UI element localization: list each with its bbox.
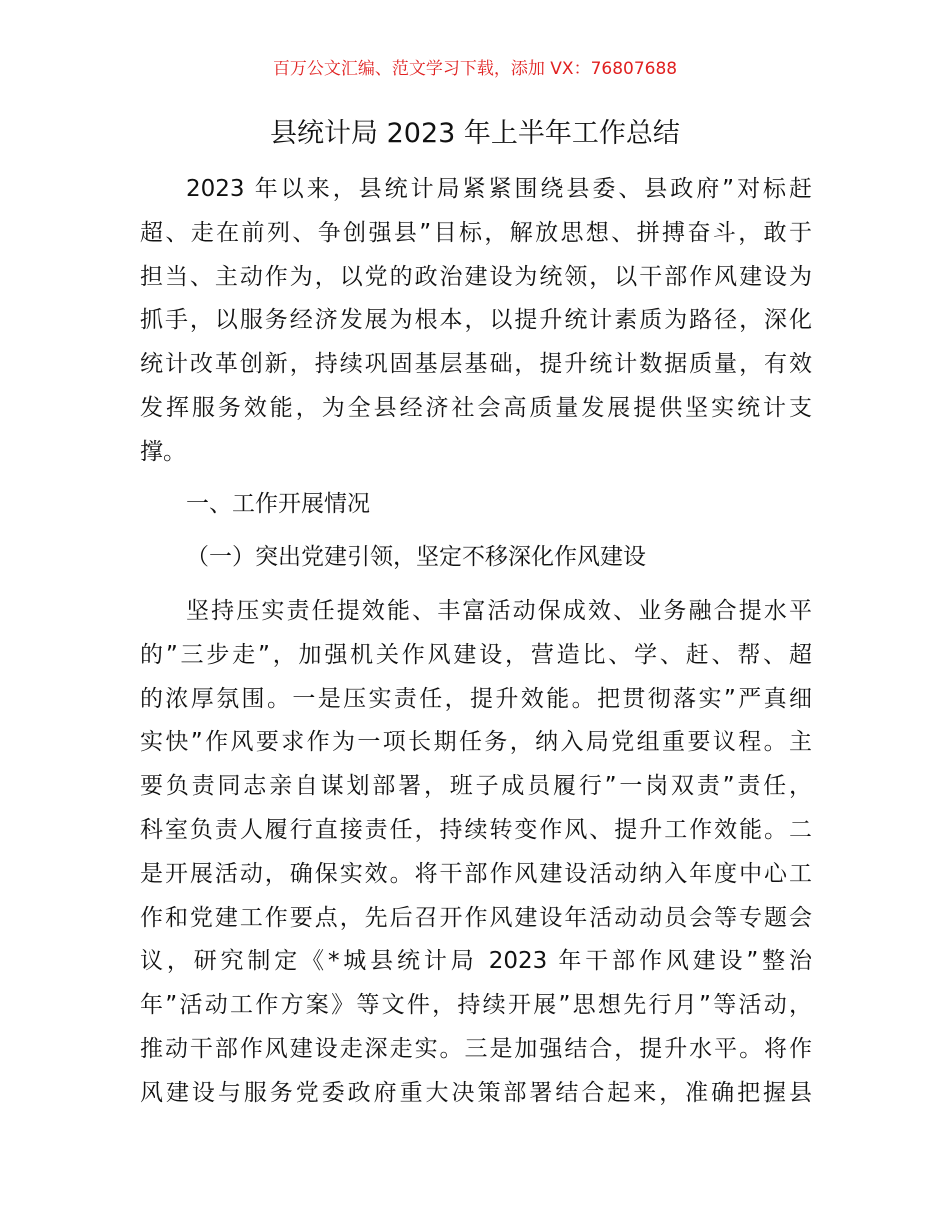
section-line: 是开展活动，确保实效。将干部作风建设活动纳入年度中心工 (140, 860, 812, 887)
section-paragraph (140, 590, 812, 1116)
section-line: 的浓厚氛围。一是压实责任，提升效能。把贯彻落实”严真细 (140, 685, 812, 712)
intro-line: 统计改革创新，持续巩固基层基础，提升统计数据质量，有效 (140, 351, 812, 378)
document-title: 县统计局 2023 年上半年工作总结 (270, 118, 680, 149)
section-line: 风建设与服务党委政府重大决策部署结合起来，准确把握县 (140, 1079, 812, 1106)
section-line: 作和党建工作要点，先后召开作风建设年活动动员会等专题会 (140, 904, 812, 931)
section-line: 坚持压实责任提效能、丰富活动保成效、业务融合提水平 (186, 598, 812, 624)
section-line: 推动干部作风建设走深走实。三是加强结合，提升水平。将作 (140, 1035, 812, 1062)
section-line: 的”三步走”，加强机关作风建设，营造比、学、赶、帮、超 (140, 641, 812, 668)
section-heading: 一、工作开展情况 (186, 491, 370, 517)
intro-line: 撑。 (140, 438, 186, 465)
intro-line: 超、走在前列、争创强县”目标，解放思想、拼搏奋斗，敢于 (140, 219, 812, 246)
section-line: 科室负责人履行直接责任，持续转变作风、提升工作效能。二 (140, 816, 812, 843)
intro-line: 2023 年以来，县统计局紧紧围绕县委、县政府”对标赶 (186, 176, 812, 202)
intro-line: 发挥服务效能，为全县经济社会高质量发展提供坚实统计支 (140, 394, 812, 421)
header-banner: 百万公文汇编、范文学习下载，添加 VX：76807688 (272, 59, 678, 79)
section-line: 实快”作风要求作为一项长期任务，纳入局党组重要议程。主 (140, 729, 812, 756)
section-line: 年”活动工作方案》等文件，持续开展”思想先行月”等活动， (140, 992, 812, 1019)
intro-paragraph (140, 168, 812, 475)
section-line: 要负责同志亲自谋划部署，班子成员履行”一岗双责”责任， (140, 773, 812, 800)
intro-line: 抓手，以服务经济发展为根本，以提升统计素质为路径，深化 (140, 307, 812, 334)
subsection-heading: （一）突出党建引领，坚定不移深化作风建设 (186, 544, 646, 570)
intro-line: 担当、主动作为，以党的政治建设为统领，以干部作风建设为 (140, 263, 812, 290)
section-line: 议，研究制定《*城县统计局 2023 年干部作风建设”整治 (140, 948, 812, 975)
